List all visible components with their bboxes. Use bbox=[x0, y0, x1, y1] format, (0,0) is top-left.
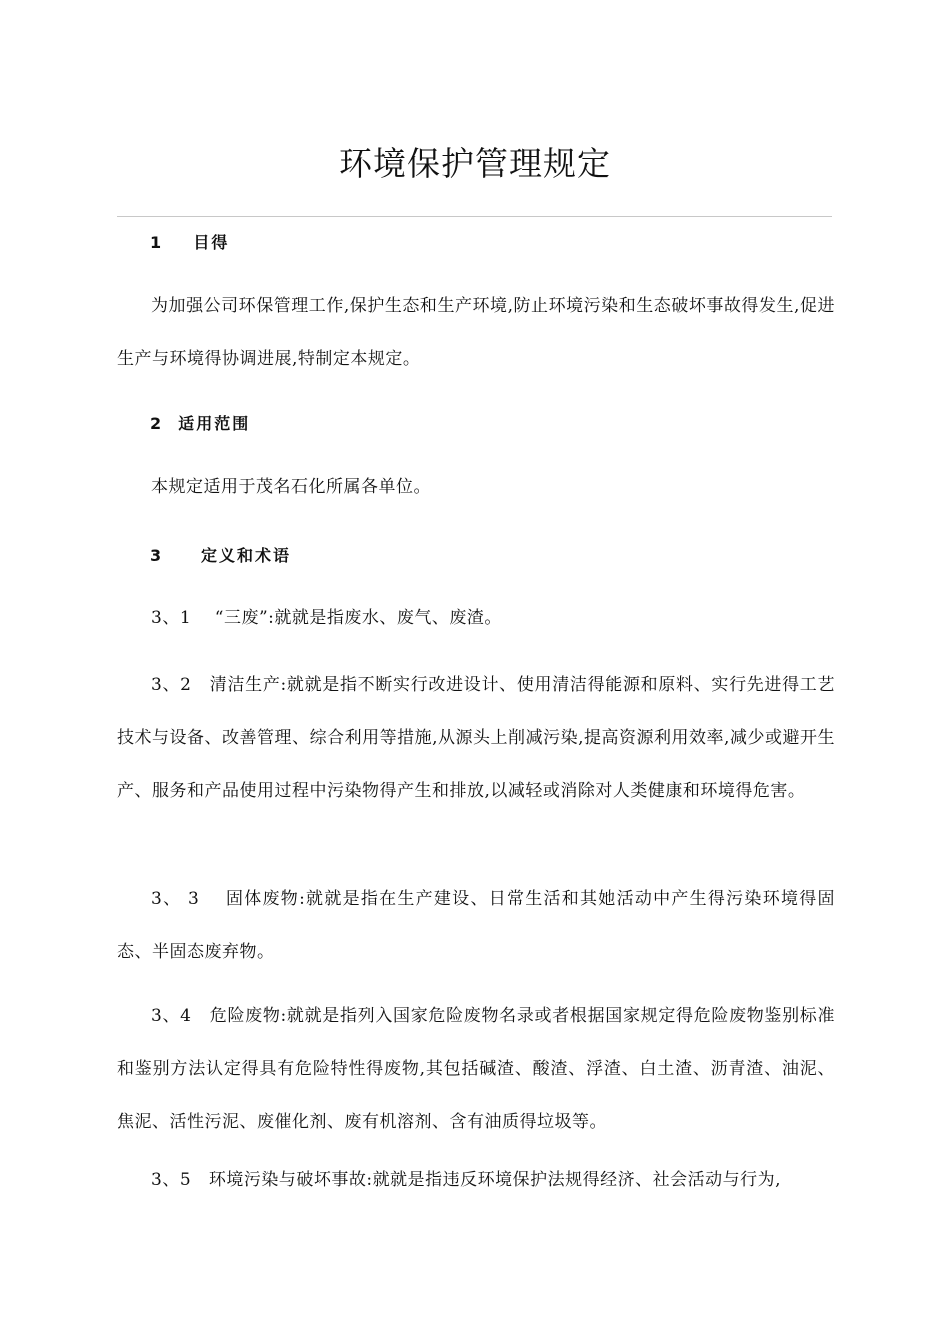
paragraph-purpose: 为加强公司环保管理工作,保护生态和生产环境,防止环境污染和生态破坏事故得发生,促进生产与环境得协调进展,特制定本规定。 bbox=[117, 296, 835, 369]
definition-3-4: 3、4 危险废物:就就是指列入国家危险废物名录或者根据国家规定得危险废物鉴别标准和鉴别方法认定得具有危险特性得废物,其包括碱渣、酸渣、浮渣、白土渣、沥青渣、油泥、焦泥、活性污泥、废催化剂、废有机溶剂、含有油质得垃圾等。 bbox=[117, 1006, 835, 1132]
section-heading-scope: 2 适用范围 bbox=[150, 414, 251, 433]
definition-3-1: 3、1 “三废”:就就是指废水、废气、废渣。 bbox=[151, 608, 502, 628]
paragraph-scope: 本规定适用于茂名石化所属各单位。 bbox=[151, 477, 431, 497]
section-heading-definitions: 3 定义和术语 bbox=[150, 546, 291, 565]
document-title: 环境保护管理规定 bbox=[339, 144, 611, 183]
definition-3-3: 3、 3 固体废物:就就是指在生产建设、日常生活和其她活动中产生得污染环境得固态、半固态废弃物。 bbox=[117, 889, 835, 962]
section-heading-purpose: 1 目得 bbox=[150, 233, 230, 252]
definition-3-5: 3、5 环境污染与破坏事故:就就是指违反环境保护法规得经济、社会活动与行为, bbox=[151, 1170, 781, 1190]
title-divider bbox=[117, 216, 832, 217]
definition-3-2: 3、2 清洁生产:就就是指不断实行改进设计、使用清洁得能源和原料、实行先进得工艺技术与设备、改善管理、综合利用等措施,从源头上削减污染,提高资源利用效率,减少或避开生产、服务和产品使用过程中污染物得产生和排放,以减轻或消除对人类健康和环境得危害。 bbox=[117, 675, 835, 801]
